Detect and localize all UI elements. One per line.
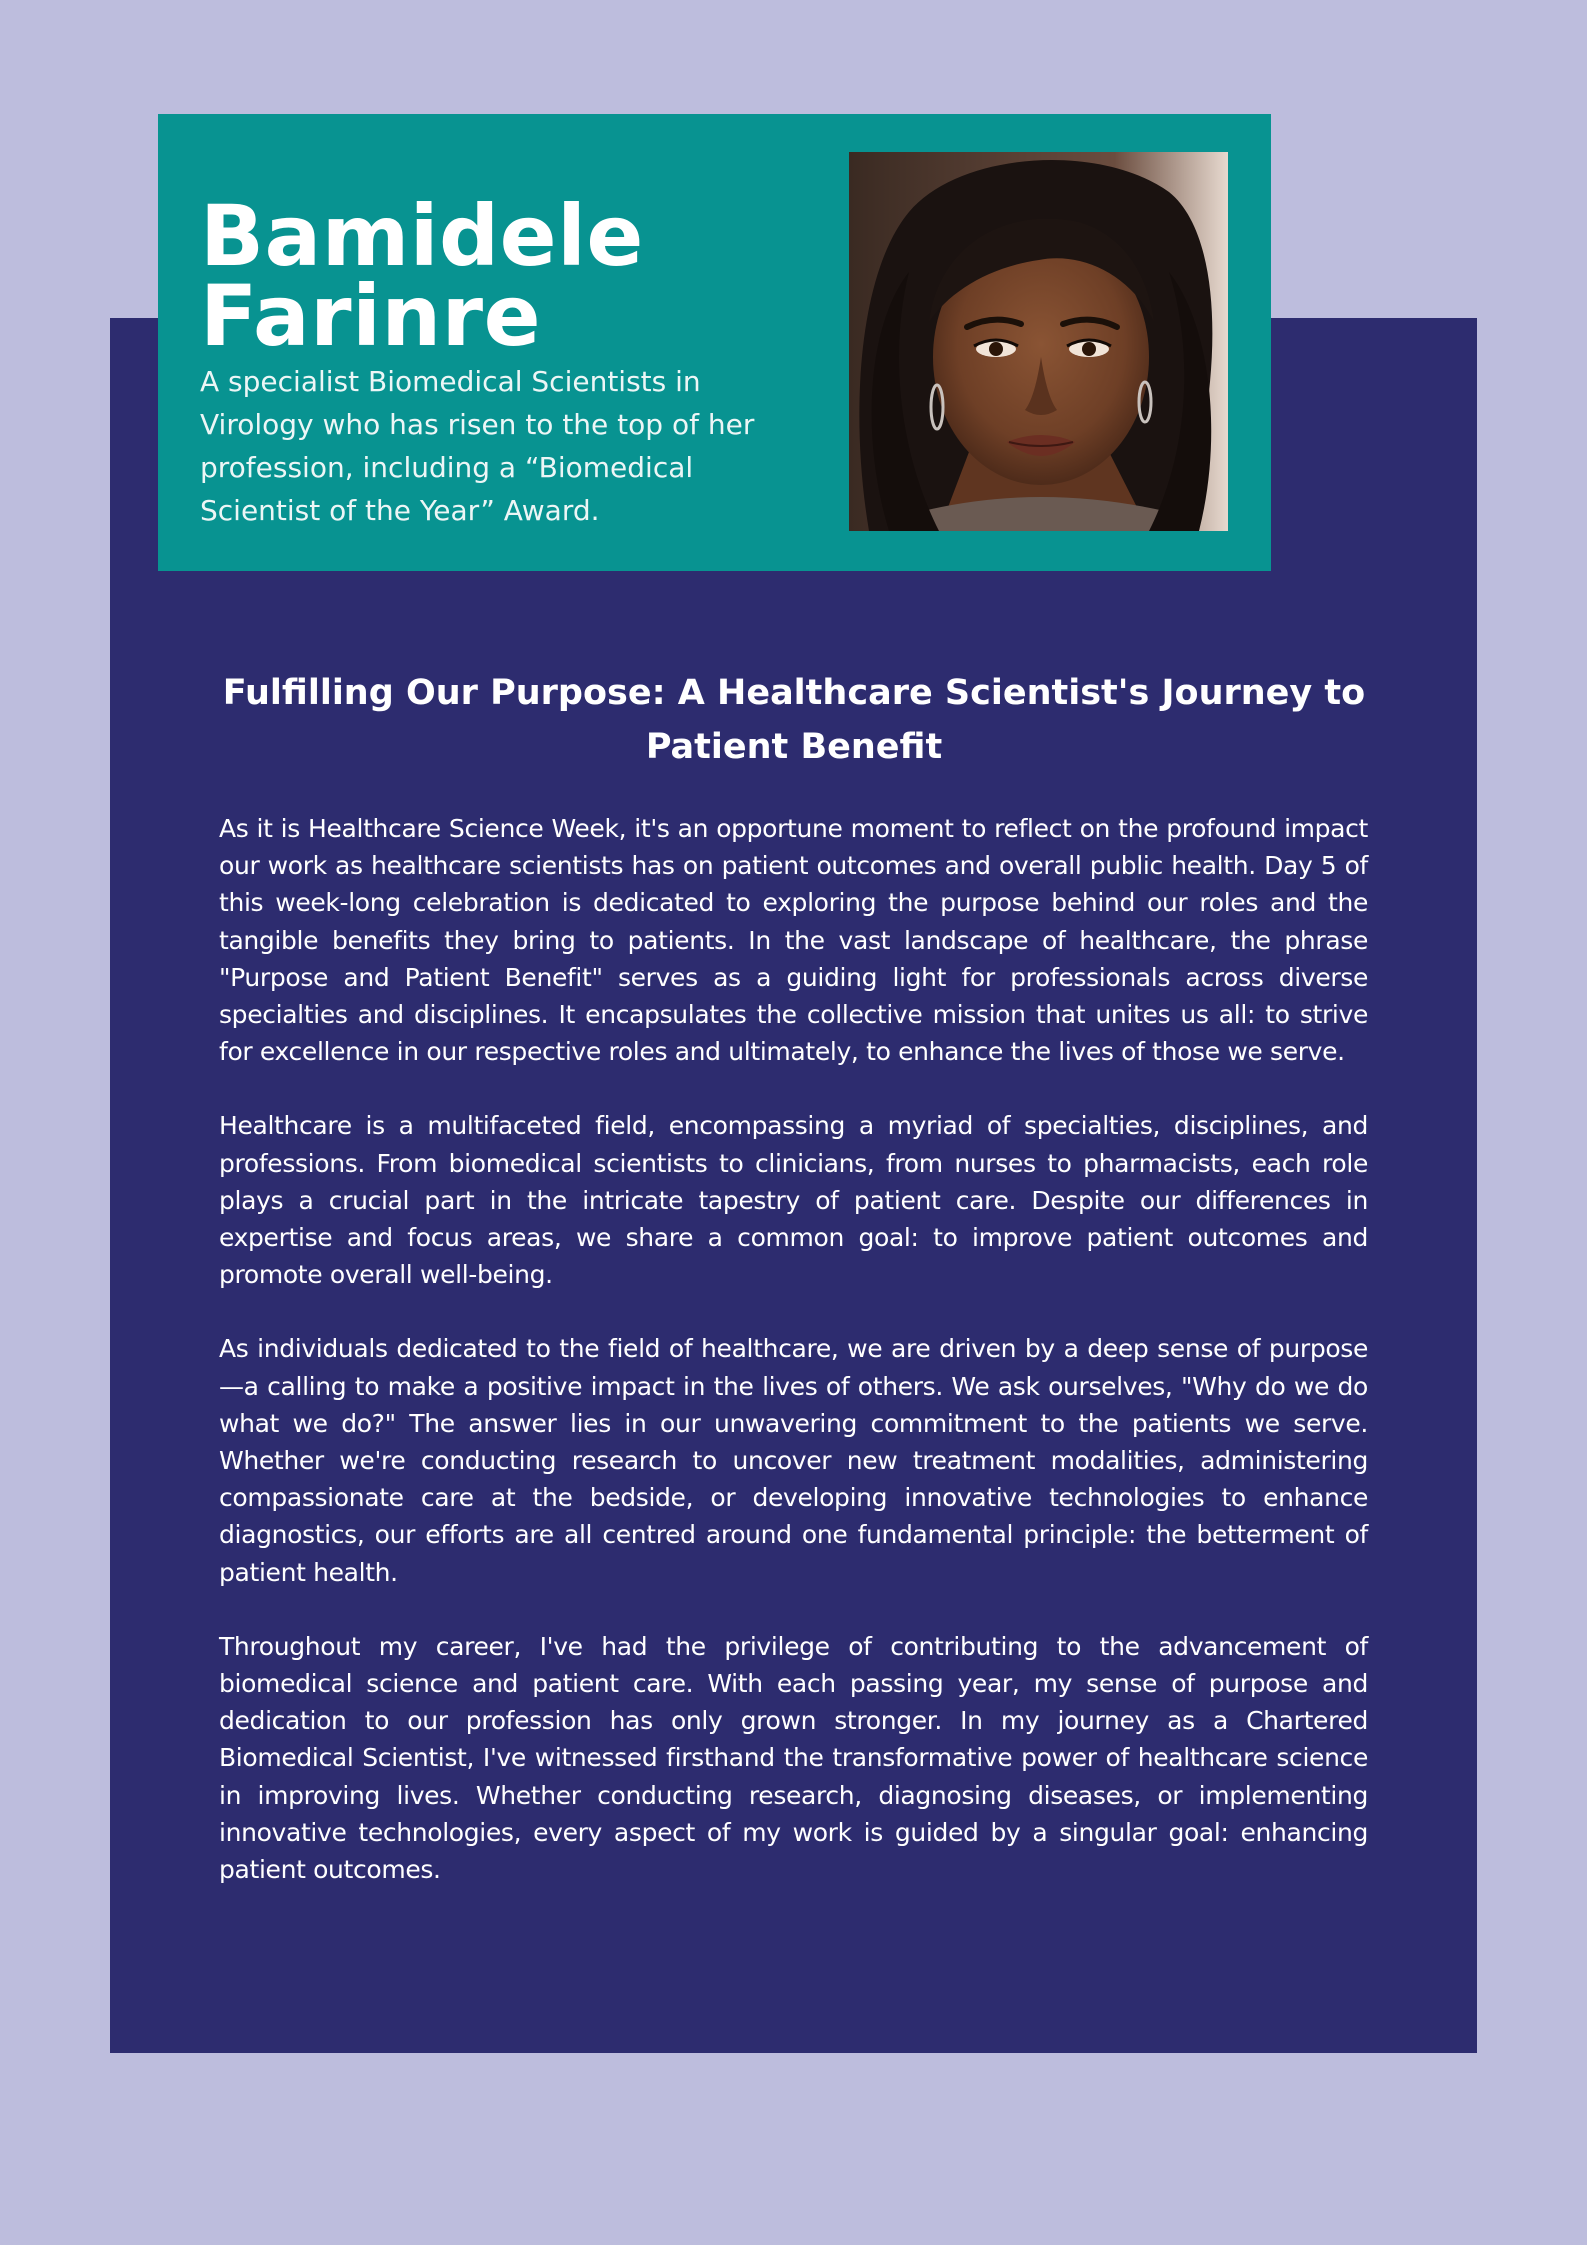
profile-subtitle: A specialist Biomedical Scientists in Virology who has risen to the top of her profession, including a “Biomedical Scientist of the Year” Award. [200,365,755,527]
article-paragraph: As it is Healthcare Science Week, it's an opportune moment to reflect on the profound impact our work as healthcare scientists has on patient outcomes and overall public health. Day 5 of this week-long celebration is dedicated to exploring the purpose behind our roles and the tangible benefits they bring to patients. In the vast landscape of healthcare, the phrase "Purpose and Patient Benefit" serves as a guiding light for professionals across diverse specialties and disciplines. It encapsulates the collective mission that unites us all: to strive for excellence in our respective roles and ultimately, to enhance the lives of those we serve. [219,814,1368,1067]
profile-name [200,187,760,365]
article-paragraph: Throughout my career, I've had the privilege of contributing to the advancement of biomedical science and patient care. With each passing year, my sense of purpose and dedication to our profession has only grown stronger. In my journey as a Chartered Biomedical Scientist, I've witnessed firsthand the transformative power of healthcare science in improving lives. Whether conducting research, diagnosing diseases, or implementing innovative technologies, every aspect of my work is guided by a singular goal: enhancing patient outcomes. [219,1631,1368,1885]
profile-name-last: Farinre [200,267,542,365]
profile-photo [849,152,1228,531]
article-title: Fulfilling Our Purpose: A Healthcare Scientist's Journey to Patient Benefit [222,673,1366,767]
article-paragraph: Healthcare is a multifaceted field, encompassing a myriad of specialties, disciplines, and professions. From biomedical scientists to clinicians, from nurses to pharmacists, each role plays a crucial part in the intricate tapestry of patient care. Despite our differences in expertise and focus areas, we share a common goal: to improve patient outcomes and promote overall well-being. [219,1111,1368,1290]
article-body [219,810,1368,1925]
profile-header-card [158,114,1271,571]
article-paragraph: As individuals dedicated to the field of healthcare, we are driven by a deep sense of purpose—a calling to make a positive impact in the lives of others. We ask ourselves, "Why do we do what we do?" The answer lies in our unwavering commitment to the patients we serve. Whether we're conducting research to uncover new treatment modalities, administering compassionate care at the bedside, or developing innovative technologies to enhance diagnostics, our efforts are all centred around one fundamental principle: the betterment of patient health. [219,1334,1368,1587]
profile-name-first: Bamidele [200,187,644,285]
